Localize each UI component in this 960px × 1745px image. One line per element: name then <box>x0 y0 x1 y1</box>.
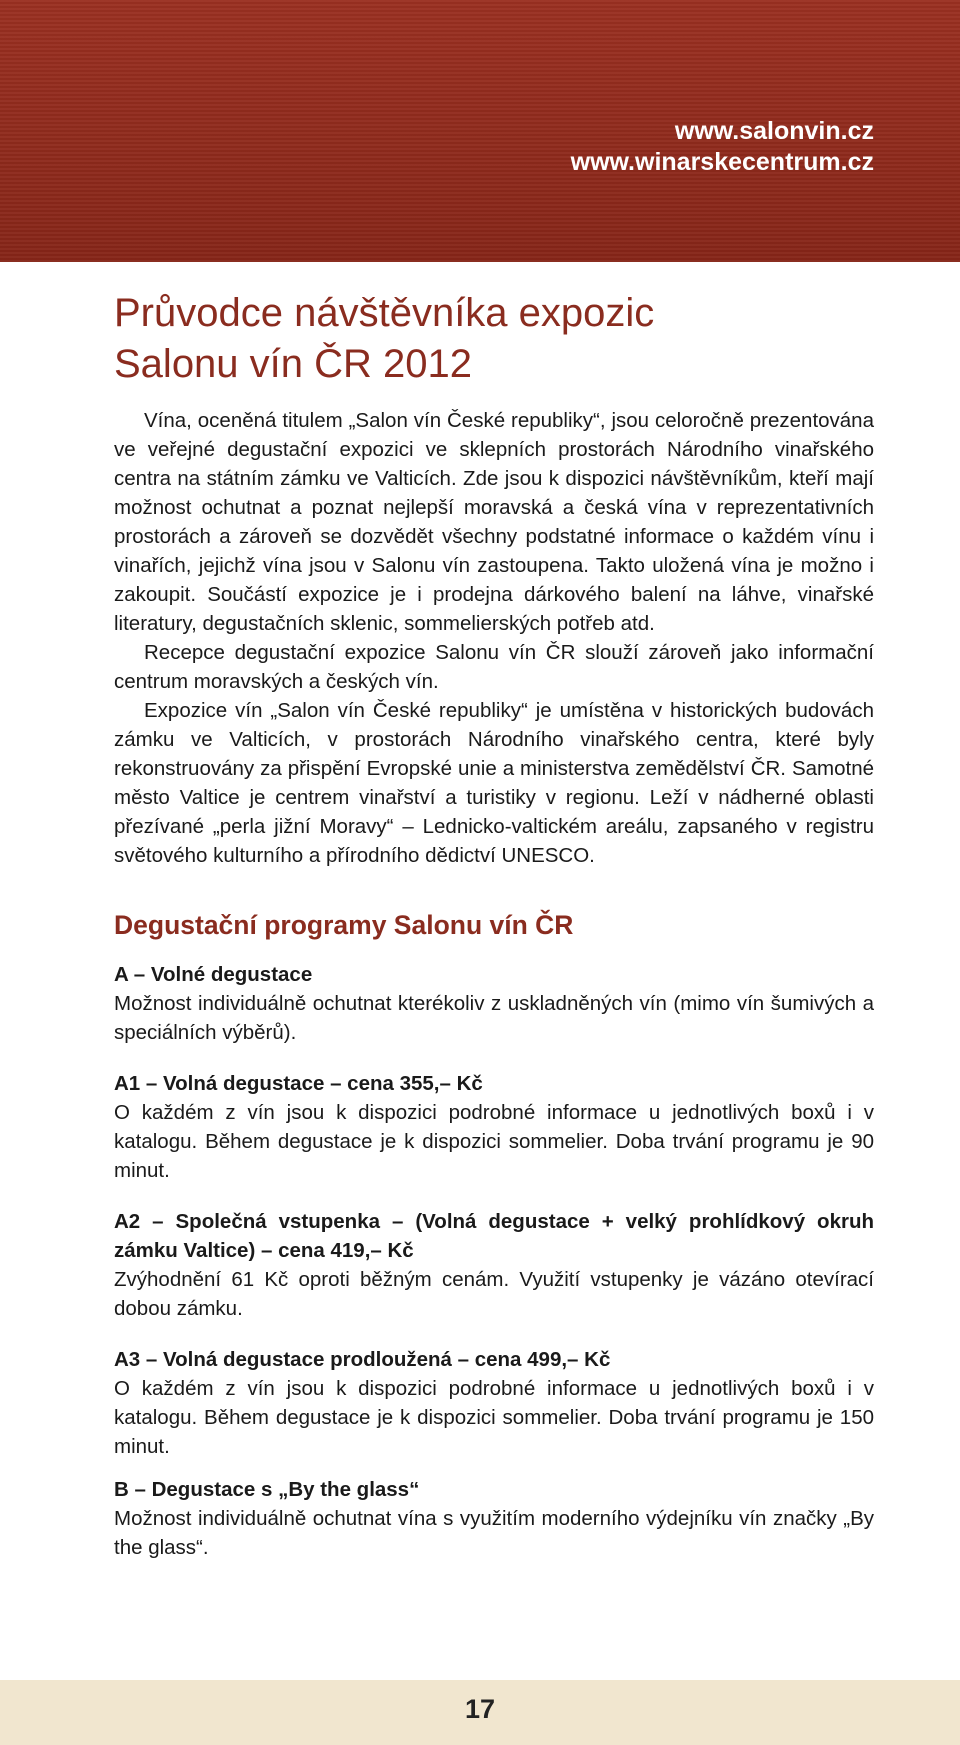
program-heading: A1 – Volná degustace – cena 355,– Kč <box>114 1072 483 1095</box>
page-title <box>114 288 874 390</box>
program-description: O každém z vín jsou k dispozici podrobné informace u jednotlivých boxů i v katalogu. Během degustace je k dispozici sommelier. Doba trvání programu je 90 minut. <box>114 1101 874 1182</box>
program-a3 <box>114 1345 874 1461</box>
program-heading: A2 – Společná vstupenka – (Volná degustace + velký prohlídkový okruh zámku Valtice) – cena 419,– Kč <box>114 1210 874 1262</box>
program-a <box>114 960 874 1047</box>
footer-band <box>0 1680 960 1745</box>
program-a1 <box>114 1069 874 1185</box>
intro-paragraph-3: Expozice vín „Salon vín České republiky“ je umístěna v historických budovách zámku ve Valticích, v prostorách Národního vinařského centra, které byly rekonstruovány za přispění Evropské unie a ministerstva zemědělství ČR. Samotné město Valtice je centrem vinařství a turistiky v regionu. Leží v nádherné oblasti přezívané „perla jižní Moravy“ – Lednicko-valtickém areálu, zapsaného v registru světového kulturního a přírodního dědictví UNESCO. <box>114 699 874 867</box>
url-salonvin[interactable]: www.salonvin.cz <box>674 117 874 145</box>
program-description: Možnost individuálně ochutnat kterékoliv z uskladněných vín (mimo vín šumivých a speciálních výběrů). <box>114 992 874 1044</box>
intro-paragraph-2: Recepce degustační expozice Salonu vín ČR slouží zároveň jako informační centrum moravských a českých vín. <box>114 641 874 693</box>
section-title-programs: Degustační programy Salonu vín ČR <box>114 910 574 940</box>
header-band <box>0 0 960 262</box>
program-description: O každém z vín jsou k dispozici podrobné informace u jednotlivých boxů i v katalogu. Během degustace je k dispozici sommelier. Doba trvání programu je 150 minut. <box>114 1377 874 1458</box>
intro-paragraph-1: Vína, oceněná titulem „Salon vín České republiky“, jsou celoročně prezentována ve veřejné degustační expozici ve sklepních prostorách Národního vinařského centra na státním zámku ve Valticích. Zde jsou k dispozici návštěvníkům, kteří mají možnost ochutnat a poznat nejlepší moravská a česká vína v reprezentativních prostorách a zároveň se dozvědět všechny podstatné informace o každém vínu i vinařích, jejichž vína jsou v Salonu vín zastoupena. Takto uložená vína je možno i zakoupit. Součástí expozice je i prodejna dárkového balení na láhve, vinařské literatury, degustačních sklenic, sommelierských potřeb atd. <box>114 409 874 635</box>
program-description: Možnost individuálně ochutnat vína s využitím moderního výdejníku vín značky „By the glass“. <box>114 1507 874 1559</box>
page-content <box>114 288 874 1562</box>
page-title-line1: Průvodce návštěvníka expozic <box>114 291 655 335</box>
program-heading: B – Degustace s „By the glass“ <box>114 1478 420 1501</box>
program-heading: A3 – Volná degustace prodloužená – cena 499,– Kč <box>114 1348 611 1371</box>
header-urls <box>571 116 874 178</box>
program-description: Zvýhodnění 61 Kč oproti běžným cenám. Využití vstupenky je vázáno otevírací dobou zámku. <box>114 1268 874 1320</box>
program-heading: A – Volné degustace <box>114 963 313 986</box>
program-b <box>114 1475 874 1562</box>
url-winarskecentrum[interactable]: www.winarskecentrum.cz <box>570 148 874 176</box>
page-title-line2: Salonu vín ČR 2012 <box>114 342 473 386</box>
page-number: 17 <box>464 1694 496 1724</box>
program-a2 <box>114 1207 874 1323</box>
intro-text <box>114 406 874 870</box>
